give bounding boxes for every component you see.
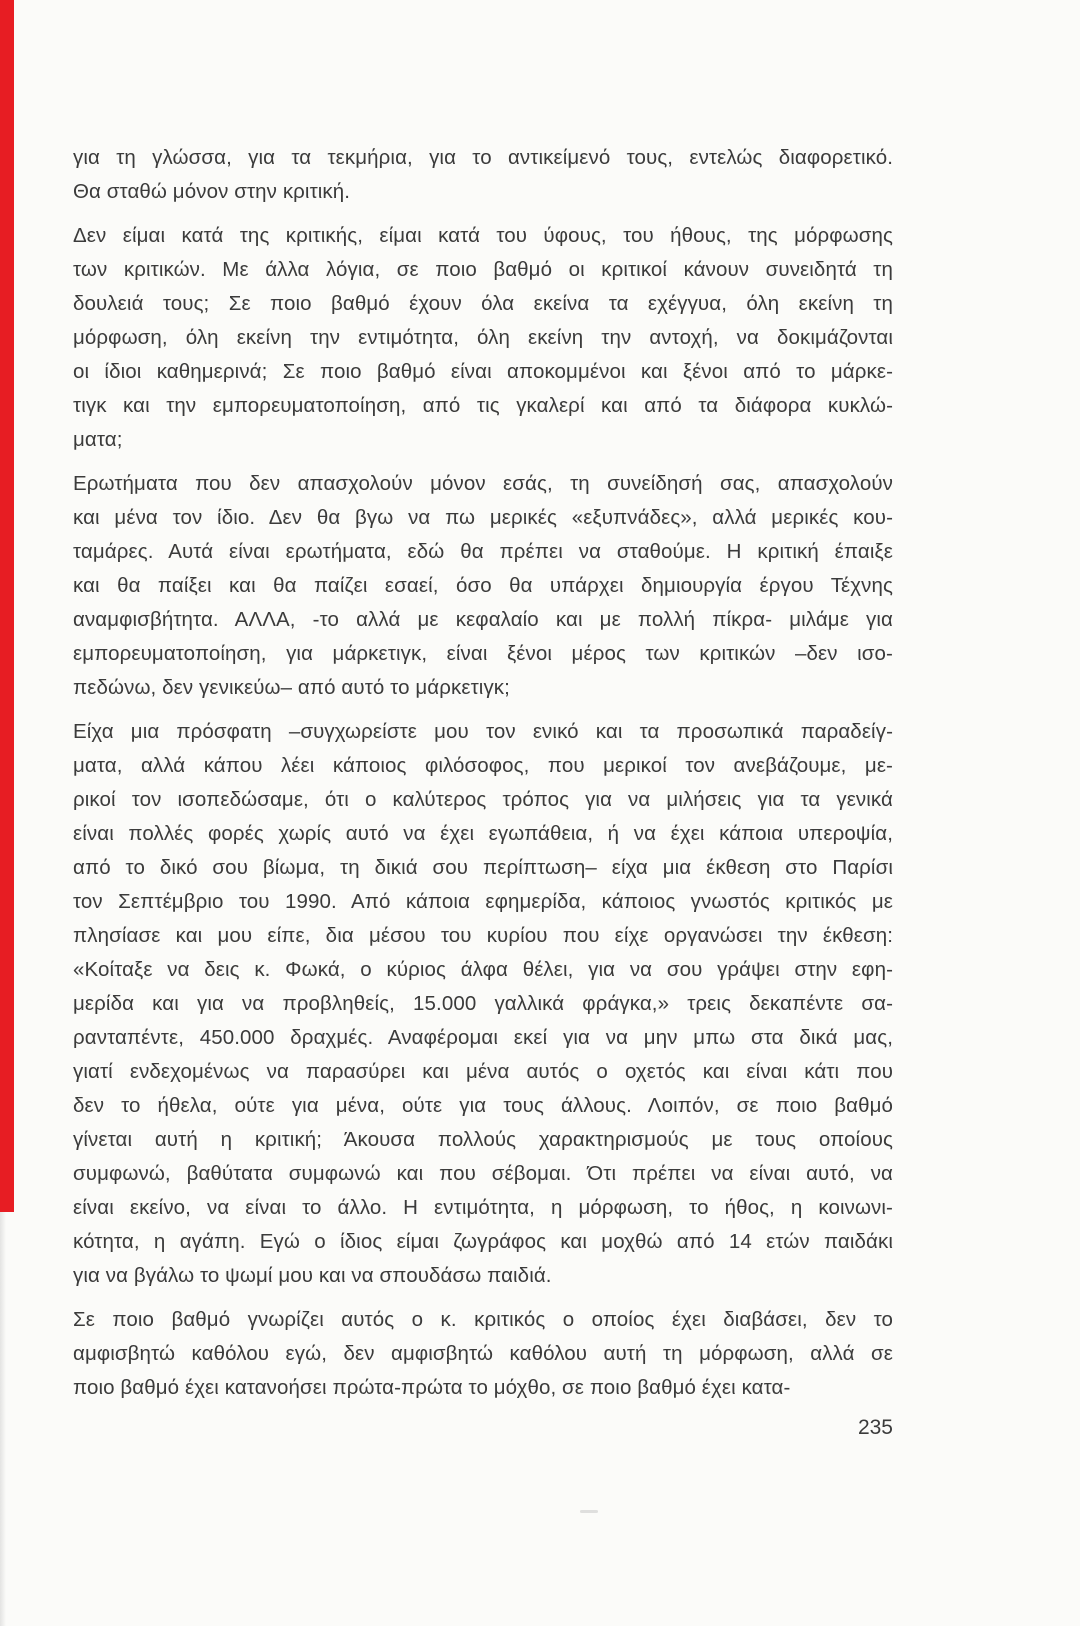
text-line: γιατί ενδεχομένως να παρασύρει και μένα αυτός ο οχετός και είναι κάτι που bbox=[73, 1060, 893, 1083]
text-line: ποιο βαθμό έχει κατανοήσει πρώτα-πρώτα το μόχθο, σε ποιο βαθμό έχει κατα- bbox=[73, 1376, 791, 1399]
text-line: ματα; bbox=[73, 428, 123, 451]
text-line: για να βγάλω το ψωμί μου και να σπουδάσω παιδιά. bbox=[73, 1264, 552, 1287]
text-line: εμπορευματοποίηση, για μάρκετιγκ, είναι ξένοι μέρος των κριτικών –δεν ισο- bbox=[73, 642, 893, 665]
text-line: πεδώνω, δεν γενικεύω– από αυτό το μάρκετιγκ; bbox=[73, 676, 510, 699]
text-line: και θα παίξει και θα παίζει εσαεί, όσο θα υπάρχει δημιουργία έργου Τέχνης bbox=[73, 574, 893, 597]
paragraph bbox=[73, 715, 893, 1293]
text-block bbox=[73, 141, 893, 1415]
text-line: ματα, αλλά κάπου λέει κάποιος φιλόσοφος, που μερικοί τον ανεβάζουμε, με- bbox=[73, 754, 893, 777]
text-line: Θα σταθώ μόνον στην κριτική. bbox=[73, 180, 351, 203]
text-line: κότητα, η αγάπη. Εγώ ο ίδιος είμαι ζωγράφος και μοχθώ από 14 ετών παιδάκι bbox=[73, 1230, 893, 1253]
paragraph bbox=[73, 219, 893, 457]
text-line: των κριτικών. Με άλλα λόγια, σε ποιο βαθμό οι κριτικοί κάνουν συνειδητά τη bbox=[73, 258, 893, 281]
text-line: δεν το ήθελα, ούτε για μένα, ούτε για τους άλλους. Λοιπόν, σε ποιο βαθμό bbox=[73, 1094, 893, 1117]
text-line: Ερωτήματα που δεν απασχολούν μόνον εσάς, τη συνείδησή σας, απασχολούν bbox=[73, 472, 893, 495]
text-line: δουλειά τους; Σε ποιο βαθμό έχουν όλα εκείνα τα εχέγγυα, όλη εκείνη τη bbox=[73, 292, 893, 315]
paragraph bbox=[73, 141, 893, 209]
text-line: τιγκ και την εμπορευματοποίηση, από τις γκαλερί και από τα διάφορα κυκλώ- bbox=[73, 394, 893, 417]
page-number: 235 bbox=[857, 1416, 893, 1439]
text-line: μόρφωση, όλη εκείνη την εντιμότητα, όλη εκείνη την αντοχή, να δοκιμάζονται bbox=[73, 326, 893, 349]
text-line: μερίδα και για να προβληθείς, 15.000 γαλλικά φράγκα,» τρεις δεκαπέντε σα- bbox=[73, 992, 893, 1015]
text-line: γίνεται αυτή η κριτική; Άκουσα πολλούς χαρακτηρισμούς με τους οποίους bbox=[73, 1128, 893, 1151]
text-line: αναμφισβήτητα. ΑΛΛΑ, -το αλλά με κεφαλαίο και με πολλή πίκρα- μιλάμε για bbox=[73, 608, 893, 631]
text-line: ρανταπέντε, 450.000 δραχμές. Αναφέρομαι εκεί για να μην μπω στα δικά μας, bbox=[73, 1026, 893, 1049]
text-line: πλησίασε και μου είπε, δια μέσου του κυρίου που είχε οργανώσει την έκθεση: bbox=[73, 924, 893, 947]
text-line: τον Σεπτέμβριο του 1990. Από κάποια εφημερίδα, κάποιος γνωστός κριτικός με bbox=[73, 890, 893, 913]
text-line: ταμάρες. Αυτά είναι ερωτήματα, εδώ θα πρέπει να σταθούμε. Η κριτική έπαιξε bbox=[73, 540, 893, 563]
text-line: είναι εκείνο, να είναι το άλλο. Η εντιμότητα, η μόρφωση, το ήθος, η κοινωνι- bbox=[73, 1196, 893, 1219]
text-line: είναι πολλές φορές χωρίς αυτό να έχει εγωπάθεια, ή να έχει κάποια υπεροψία, bbox=[73, 822, 893, 845]
text-line: συμφωνώ, βαθύτατα συμφωνώ και που σέβομαι. Ότι πρέπει να είναι αυτό, να bbox=[73, 1162, 893, 1185]
text-line: ρικοί τον ισοπεδώσαμε, ότι ο καλύτερος τρόπος για να μιλήσεις για τα γενικά bbox=[73, 788, 893, 811]
text-line: αμφισβητώ καθόλου εγώ, δεν αμφισβητώ καθόλου αυτή τη μόρφωση, αλλά σε bbox=[73, 1342, 893, 1365]
text-line: από το δικό σου βίωμα, τη δικιά σου περίπτωση– είχα μια έκθεση στο Παρίσι bbox=[73, 856, 893, 879]
red-bleed-stripe bbox=[0, 0, 14, 1212]
scan-edge-shadow bbox=[0, 1212, 6, 1626]
text-line: οι ίδιοι καθημερινά; Σε ποιο βαθμό είναι αποκομμένοι και ξένοι από το μάρκε- bbox=[73, 360, 893, 383]
text-line: «Κοίταξε να δεις κ. Φωκά, ο κύριος άλφα θέλει, για να σου γράψει στην εφη- bbox=[73, 958, 893, 981]
text-line: Δεν είμαι κατά της κριτικής, είμαι κατά του ύφους, του ήθους, της μόρφωσης bbox=[73, 224, 893, 247]
paragraph bbox=[73, 467, 893, 705]
text-line: Είχα μια πρόσφατη –συγχωρείστε μου τον ενικό και τα προσωπικά παραδείγ- bbox=[73, 720, 893, 743]
text-line: Σε ποιο βαθμό γνωρίζει αυτός ο κ. κριτικός ο οποίος έχει διαβάσει, δεν το bbox=[73, 1308, 893, 1331]
text-line: και μένα τον ίδιο. Δεν θα βγω να πω μερικές «εξυπνάδες», αλλά μερικές κου- bbox=[73, 506, 893, 529]
scan-smudge bbox=[580, 1510, 598, 1513]
text-line: για τη γλώσσα, για τα τεκμήρια, για το αντικείμενό τους, εντελώς διαφορετικό. bbox=[73, 146, 893, 169]
paragraph bbox=[73, 1303, 893, 1405]
